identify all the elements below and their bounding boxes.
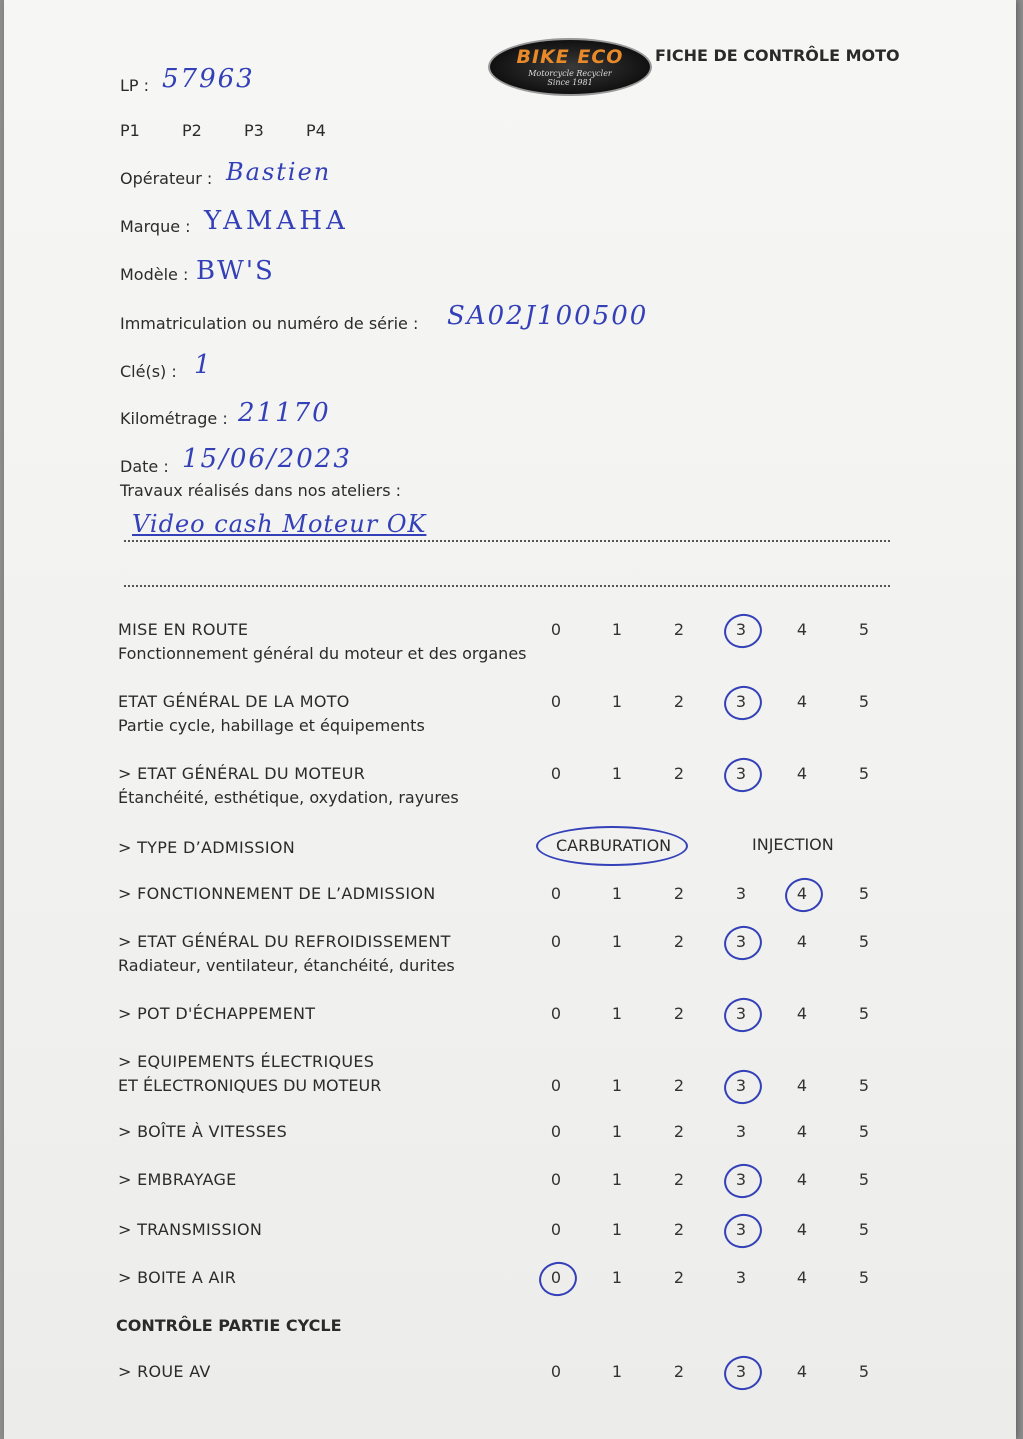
rating-option-0[interactable]: 0 [550, 620, 562, 639]
rating-option-2[interactable]: 2 [673, 884, 685, 903]
rating-row-title: > ETAT GÉNÉRAL DU MOTEUR [118, 764, 366, 783]
rating-option-5[interactable]: 5 [858, 620, 870, 639]
rating-option-4[interactable]: 4 [796, 1268, 808, 1287]
rating-row-subtitle: Fonctionnement général du moteur et des organes [118, 644, 527, 663]
rating-option-2[interactable]: 2 [673, 1004, 685, 1023]
marque-value: YAMAHA [204, 206, 349, 236]
section-cycle-title: CONTRÔLE PARTIE CYCLE [116, 1316, 342, 1335]
rating-option-1[interactable]: 1 [611, 884, 623, 903]
rating-option-4[interactable]: 4 [796, 692, 808, 711]
rating-option-5[interactable]: 5 [858, 1122, 870, 1141]
form-title: FICHE DE CONTRÔLE MOTO [655, 46, 900, 65]
km-value: 21170 [238, 398, 331, 428]
rating-option-0[interactable]: 0 [550, 1076, 562, 1095]
rating-option-0[interactable]: 0 [550, 1170, 562, 1189]
admission-carburation: CARBURATION [556, 836, 672, 855]
selected-score-circle [721, 994, 765, 1035]
selected-score-circle [721, 1210, 765, 1251]
rating-option-2[interactable]: 2 [673, 692, 685, 711]
rating-row-title: > EMBRAYAGE [118, 1170, 237, 1189]
dotted-line-2 [124, 585, 890, 587]
bike-eco-logo [488, 38, 652, 96]
modele-label: Modèle : [120, 265, 189, 284]
rating-option-1[interactable]: 1 [611, 1362, 623, 1381]
rating-option-3[interactable]: 3 [735, 884, 747, 903]
operateur-label: Opérateur : [120, 169, 213, 188]
rating-option-3[interactable]: 3 [735, 1220, 747, 1239]
rating-option-4[interactable]: 4 [796, 1122, 808, 1141]
rating-option-4[interactable]: 4 [796, 1362, 808, 1381]
rating-option-3[interactable]: 3 [735, 1362, 747, 1381]
rating-option-3[interactable]: 3 [735, 620, 747, 639]
rating-option-5[interactable]: 5 [858, 692, 870, 711]
rating-option-0[interactable]: 0 [550, 1220, 562, 1239]
rating-row-title: MISE EN ROUTE [118, 620, 249, 639]
rating-option-4[interactable]: 4 [796, 1076, 808, 1095]
rating-option-4[interactable]: 4 [796, 1220, 808, 1239]
p3-label: P3 [244, 121, 264, 140]
cles-label: Clé(s) : [120, 362, 177, 381]
admission-title: > TYPE D’ADMISSION [118, 838, 296, 857]
logo-subtitle: Motorcycle Recycler Since 1981 [528, 69, 612, 87]
rating-row-subtitle: Partie cycle, habillage et équipements [118, 716, 425, 735]
rating-option-2[interactable]: 2 [673, 1076, 685, 1095]
travaux-label: Travaux réalisés dans nos ateliers : [120, 481, 402, 500]
carburation-selected-circle [536, 826, 688, 866]
selected-score-circle [536, 1258, 580, 1299]
rating-row-title: > FONCTIONNEMENT DE L’ADMISSION [118, 884, 436, 903]
selected-score-circle [721, 682, 765, 723]
rating-option-1[interactable]: 1 [611, 692, 623, 711]
rating-option-1[interactable]: 1 [611, 1076, 623, 1095]
rating-option-2[interactable]: 2 [673, 1268, 685, 1287]
rating-option-4[interactable]: 4 [796, 1004, 808, 1023]
travaux-value: Video cash Moteur OK [132, 510, 427, 538]
rating-option-2[interactable]: 2 [673, 1220, 685, 1239]
selected-score-circle [721, 610, 765, 651]
rating-row-title: > ROUE AV [118, 1362, 211, 1381]
rating-option-0[interactable]: 0 [550, 764, 562, 783]
marque-label: Marque : [120, 217, 191, 236]
dotted-line-1 [124, 540, 890, 542]
rating-option-1[interactable]: 1 [611, 1170, 623, 1189]
rating-option-1[interactable]: 1 [611, 932, 623, 951]
rating-option-5[interactable]: 5 [858, 1220, 870, 1239]
km-label: Kilométrage : [120, 409, 228, 428]
rating-row-title: > POT D'ÉCHAPPEMENT [118, 1004, 316, 1023]
rating-option-2[interactable]: 2 [673, 932, 685, 951]
selected-score-circle [782, 874, 826, 915]
cles-value: 1 [194, 350, 213, 380]
rating-option-0[interactable]: 0 [550, 1004, 562, 1023]
rating-row-title: > BOÎTE À VITESSES [118, 1122, 288, 1141]
rating-option-3[interactable]: 3 [735, 764, 747, 783]
rating-option-3[interactable]: 3 [735, 1004, 747, 1023]
rating-row-title: > BOITE A AIR [118, 1268, 237, 1287]
rating-option-0[interactable]: 0 [550, 1268, 562, 1287]
rating-option-1[interactable]: 1 [611, 1220, 623, 1239]
selected-score-circle [721, 754, 765, 795]
p2-label: P2 [182, 121, 202, 140]
modele-value: BW'S [196, 256, 275, 286]
rating-option-3[interactable]: 3 [735, 1122, 747, 1141]
p1-label: P1 [120, 121, 140, 140]
rating-option-0[interactable]: 0 [550, 884, 562, 903]
date-value: 15/06/2023 [182, 444, 352, 474]
rating-option-5[interactable]: 5 [858, 1268, 870, 1287]
admission-injection: INJECTION [752, 835, 834, 854]
rating-option-5[interactable]: 5 [858, 764, 870, 783]
immat-label: Immatriculation ou numéro de série : [120, 314, 419, 333]
rating-row-subtitle: ET ÉLECTRONIQUES DU MOTEUR [118, 1076, 382, 1095]
rating-option-0[interactable]: 0 [550, 932, 562, 951]
rating-row-title: > ETAT GÉNÉRAL DU REFROIDISSEMENT [118, 932, 451, 951]
rating-option-1[interactable]: 1 [611, 1004, 623, 1023]
rating-option-2[interactable]: 2 [673, 1122, 685, 1141]
rating-option-4[interactable]: 4 [796, 932, 808, 951]
rating-row-title: > TRANSMISSION [118, 1220, 263, 1239]
rating-option-3[interactable]: 3 [735, 932, 747, 951]
selected-score-circle [721, 922, 765, 963]
rating-option-5[interactable]: 5 [858, 1076, 870, 1095]
rating-option-0[interactable]: 0 [550, 1362, 562, 1381]
date-label: Date : [120, 457, 169, 476]
rating-option-4[interactable]: 4 [796, 1170, 808, 1189]
rating-option-3[interactable]: 3 [735, 1268, 747, 1287]
rating-option-1[interactable]: 1 [611, 620, 623, 639]
rating-option-4[interactable]: 4 [796, 764, 808, 783]
rating-option-1[interactable]: 1 [611, 1122, 623, 1141]
rating-option-2[interactable]: 2 [673, 620, 685, 639]
rating-option-0[interactable]: 0 [550, 1122, 562, 1141]
control-sheet [4, 0, 1016, 1439]
rating-option-4[interactable]: 4 [796, 620, 808, 639]
rating-option-2[interactable]: 2 [673, 764, 685, 783]
rating-option-5[interactable]: 5 [858, 884, 870, 903]
rating-row-subtitle: Étanchéité, esthétique, oxydation, rayures [118, 788, 459, 807]
rating-row-title: ETAT GÉNÉRAL DE LA MOTO [118, 692, 350, 711]
rating-option-2[interactable]: 2 [673, 1170, 685, 1189]
rating-option-5[interactable]: 5 [858, 1170, 870, 1189]
lp-value: 57963 [162, 64, 255, 94]
selected-score-circle [721, 1352, 765, 1393]
rating-option-2[interactable]: 2 [673, 1362, 685, 1381]
immat-value: SA02J100500 [447, 301, 649, 331]
operateur-value: Bastien [226, 158, 332, 186]
rating-row-title: > EQUIPEMENTS ÉLECTRIQUES [118, 1052, 375, 1071]
rating-option-1[interactable]: 1 [611, 764, 623, 783]
rating-option-3[interactable]: 3 [735, 692, 747, 711]
rating-option-5[interactable]: 5 [858, 1362, 870, 1381]
lp-label: LP : [120, 76, 150, 95]
rating-row-subtitle: Radiateur, ventilateur, étanchéité, durites [118, 956, 455, 975]
rating-option-5[interactable]: 5 [858, 932, 870, 951]
selected-score-circle [721, 1160, 765, 1201]
rating-option-0[interactable]: 0 [550, 692, 562, 711]
rating-option-4[interactable]: 4 [796, 884, 808, 903]
rating-option-1[interactable]: 1 [611, 1268, 623, 1287]
logo-name: BIKE ECO [516, 46, 624, 68]
selected-score-circle [721, 1066, 765, 1107]
rating-option-3[interactable]: 3 [735, 1170, 747, 1189]
p4-label: P4 [306, 121, 326, 140]
rating-option-3[interactable]: 3 [735, 1076, 747, 1095]
rating-option-5[interactable]: 5 [858, 1004, 870, 1023]
